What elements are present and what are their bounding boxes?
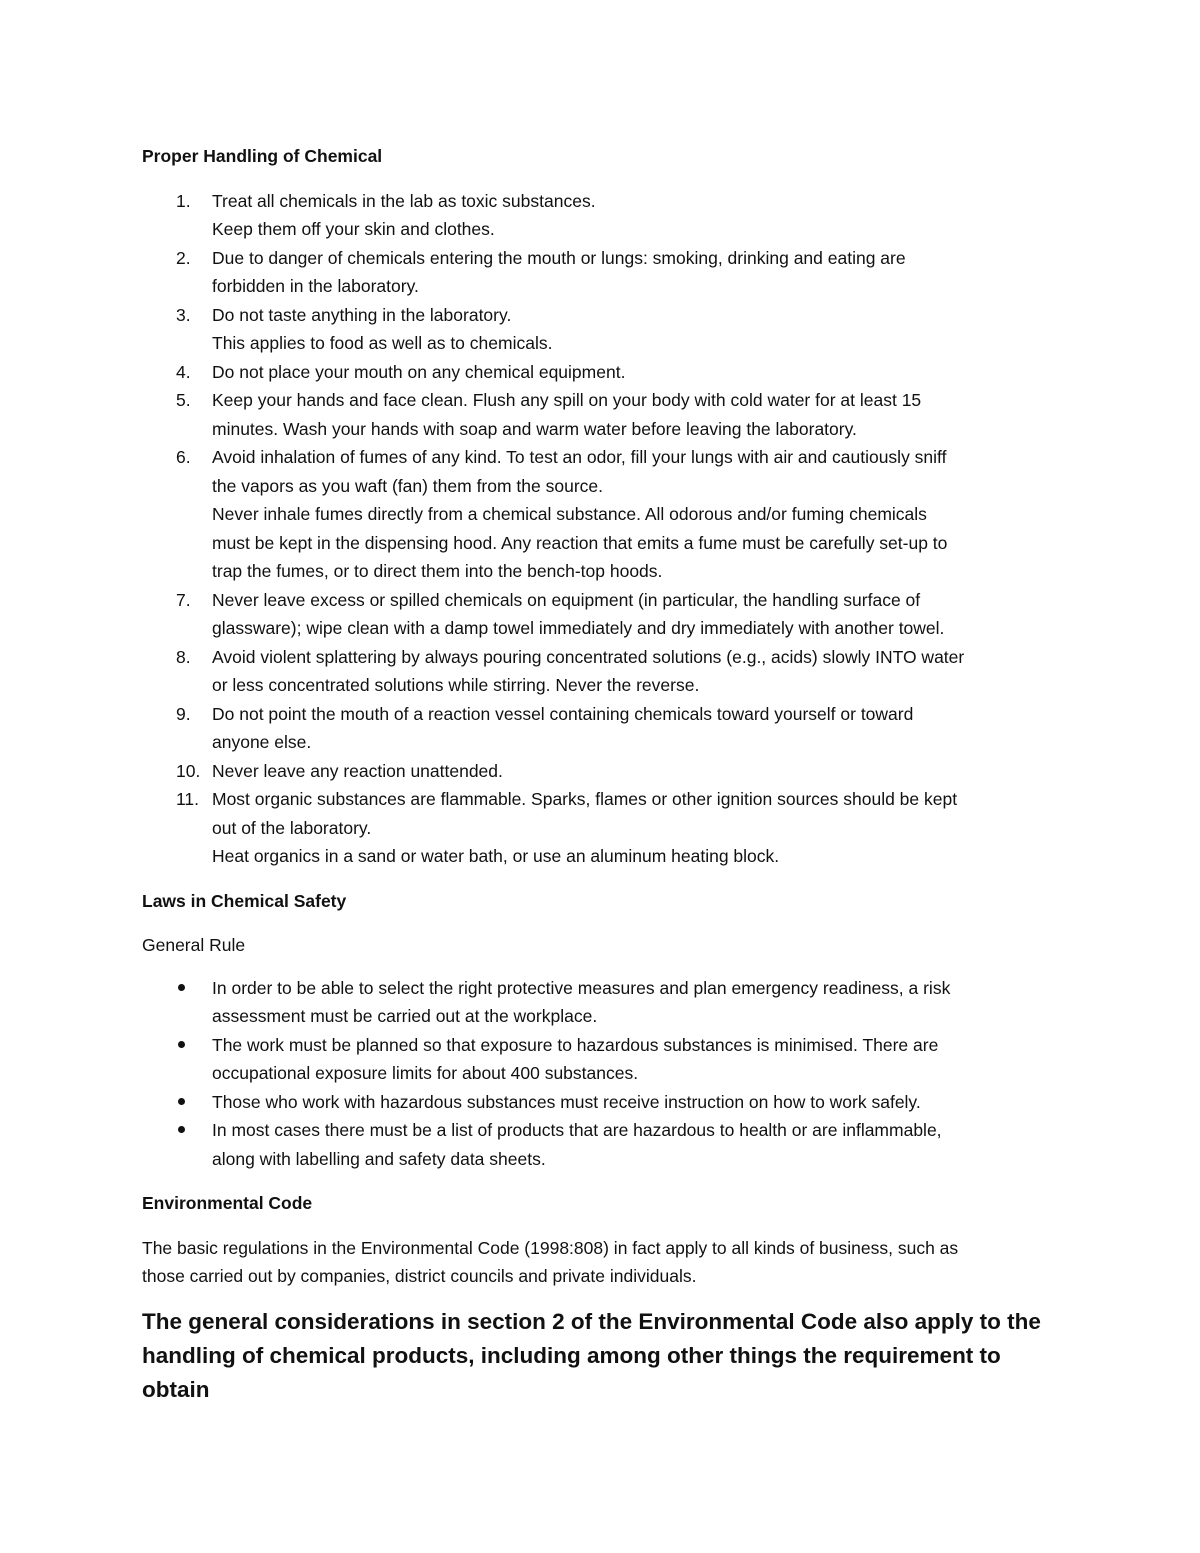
list-item-text: This applies to food as well as to chemicals. [212, 333, 553, 353]
list-item-text: Avoid violent splattering by always pouring concentrated solutions (e.g., acids) slowly INTO water [212, 646, 965, 667]
section-heading-environmental-code: Environmental Code [142, 1193, 313, 1213]
bullet-item [142, 974, 1072, 1031]
list-item-text: Most organic substances are flammable. Sparks, flames or other ignition sources should be kept [212, 789, 958, 809]
section-heading-proper-handling: Proper Handling of Chemical [142, 146, 383, 166]
list-item [142, 358, 1072, 387]
list-item-text: Never inhale fumes directly from a chemical substance. All odorous and/or fuming chemicals [212, 504, 927, 524]
bullet-item [142, 1088, 1072, 1117]
list-item-text: anyone else. [212, 732, 312, 752]
bullet-text: occupational exposure limits for about 400 substances. [212, 1063, 639, 1083]
list-number: 8. [176, 646, 191, 667]
bullet-item [142, 1116, 1072, 1173]
list-item [142, 643, 1072, 700]
list-item-text: Never leave any reaction unattended. [212, 760, 503, 781]
bullet-text: In most cases there must be a list of products that are hazardous to health or are inflammable, [212, 1120, 942, 1140]
paragraph-line: The general considerations in section 2 of the Environmental Code also apply to the [142, 1308, 1041, 1334]
list-item-text: trap the fumes, or to direct them into the bench-top hoods. [212, 561, 663, 581]
section-heading-laws: Laws in Chemical Safety [142, 890, 347, 911]
handling-rules-list [142, 187, 1072, 871]
list-item-text: Avoid inhalation of fumes of any kind. To test an odor, fill your lungs with air and cautiously sniff [212, 447, 947, 467]
list-item-text: Do not place your mouth on any chemical equipment. [212, 361, 626, 382]
bullet-item [142, 1031, 1072, 1088]
list-item-text: Due to danger of chemicals entering the mouth or lungs: smoking, drinking and eating are [212, 247, 906, 268]
list-item-text: Do not point the mouth of a reaction vessel containing chemicals toward yourself or toward [212, 703, 914, 724]
list-item-text: Do not taste anything in the laboratory. [212, 304, 512, 325]
list-item-text: Keep them off your skin and clothes. [212, 219, 495, 239]
list-number: 11. [176, 789, 200, 809]
bullet-text: assessment must be carried out at the workplace. [212, 1006, 598, 1026]
list-item [142, 757, 1072, 786]
list-number: 3. [176, 304, 191, 325]
list-number: 5. [176, 390, 191, 410]
bullet-text: Those who work with hazardous substances must receive instruction on how to work safely. [212, 1091, 921, 1112]
list-item [142, 244, 1072, 301]
list-number: 6. [176, 447, 191, 467]
list-item [142, 700, 1072, 757]
list-item-text: out of the laboratory. [212, 817, 372, 838]
bullet-icon [178, 984, 185, 991]
list-item-text: Keep your hands and face clean. Flush any spill on your body with cold water for at least 15 [212, 390, 922, 410]
list-number: 1. [176, 190, 191, 211]
list-item-text: Treat all chemicals in the lab as toxic substances. [212, 190, 596, 211]
bullet-icon [178, 1098, 185, 1105]
paragraph-line: The basic regulations in the Environmental Code (1998:808) in fact apply to all kinds of business, such as [142, 1237, 959, 1258]
environmental-code-paragraph [142, 1234, 1072, 1291]
list-item [142, 785, 1072, 871]
list-number: 7. [176, 589, 191, 610]
list-number: 10. [176, 760, 201, 781]
bullet-icon [178, 1126, 185, 1133]
bullet-icon [178, 1041, 185, 1048]
list-item-text: the vapors as you waft (fan) them from the source. [212, 475, 604, 496]
list-item [142, 443, 1072, 586]
paragraph-line: handling of chemical products, including among other things the requirement to obtain [142, 1342, 1001, 1402]
list-number: 9. [176, 703, 191, 724]
list-number: 4. [176, 361, 191, 382]
list-item-text: minutes. Wash your hands with soap and warm water before leaving the laboratory. [212, 418, 857, 439]
document-content [142, 142, 1072, 1407]
list-item [142, 301, 1072, 358]
bullet-text: The work must be planned so that exposure to hazardous substances is minimised. There are [212, 1034, 939, 1055]
large-bold-paragraph [142, 1305, 1072, 1407]
list-item-text: must be kept in the dispensing hood. Any reaction that emits a fume must be carefully set-up to [212, 532, 948, 553]
list-item-text: or less concentrated solutions while stirring. Never the reverse. [212, 675, 700, 695]
paragraph-line: those carried out by companies, district councils and private individuals. [142, 1266, 697, 1286]
bullet-text: along with labelling and safety data sheets. [212, 1148, 546, 1169]
general-rule-bullets [142, 974, 1072, 1174]
bullet-text: In order to be able to select the right protective measures and plan emergency readiness, a risk [212, 977, 951, 998]
list-item-text: Never leave excess or spilled chemicals on equipment (in particular, the handling surface of [212, 589, 921, 610]
subheading-general-rule: General Rule [142, 935, 246, 955]
list-item [142, 386, 1072, 443]
list-item [142, 187, 1072, 244]
list-item-text: glassware); wipe clean with a damp towel immediately and dry immediately with another towel. [212, 618, 945, 638]
list-item-text: forbidden in the laboratory. [212, 276, 419, 296]
list-number: 2. [176, 247, 191, 268]
list-item-text: Heat organics in a sand or water bath, or use an aluminum heating block. [212, 846, 780, 866]
list-item [142, 586, 1072, 643]
